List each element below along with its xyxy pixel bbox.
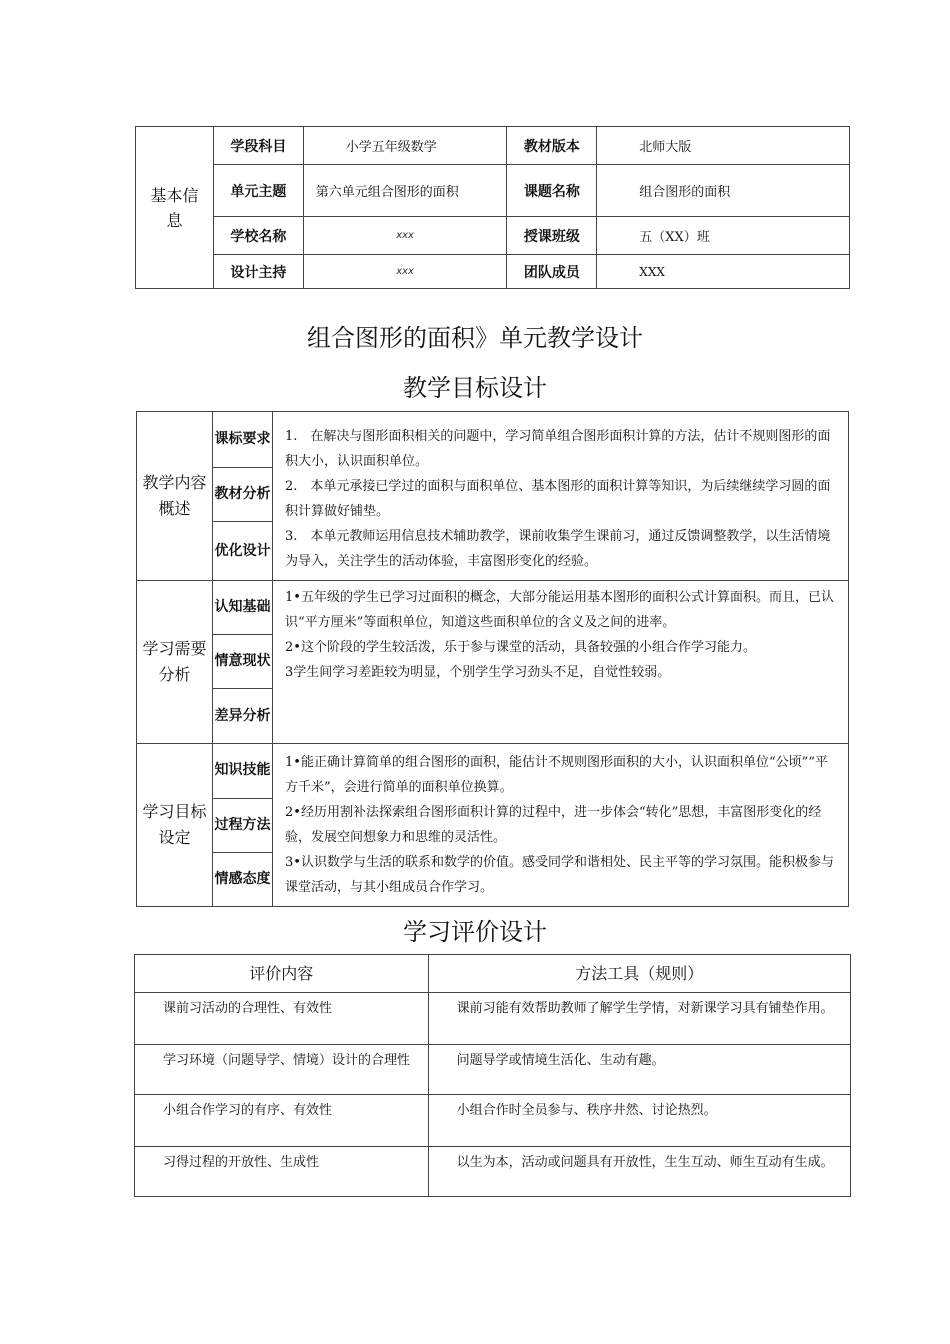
- category-content-overview: 教学内容概述: [137, 412, 213, 581]
- table-row: [135, 1045, 851, 1095]
- sub-cognitive-basis: 认知基础: [213, 581, 273, 635]
- key-edition: 教材版本: [507, 127, 597, 165]
- value-edition: 北师大版: [597, 127, 850, 165]
- key-team: 团队成员: [507, 255, 597, 289]
- sub-emotional-attitude: 情感态度: [213, 853, 273, 907]
- sub-knowledge-skills: 知识技能: [213, 744, 273, 799]
- eval-content-cell: 课前习活动的合理性、有效性: [135, 993, 429, 1045]
- value-host: xxx: [303, 255, 507, 289]
- document-title: 组合图形的面积》单元教学设计: [307, 324, 643, 352]
- goal-setting-text: 1•能正确计算简单的组合图形的面积，能估计不规则图形面积的大小，认识面积单位“公顷”“平方千米”，会进行简单的面积单位换算。 2•经历用割补法探索组合图形面积计算的过程中，进一步体会“转化”思想，丰富图形变化的经验，发展空间想象力和思维的灵活性。 3•认识数学与生活的联系和数学的价值。感受同学和谐相处、民主平等的学习氛围。能积极参与课堂活动，与其小组成员合作学习。: [273, 744, 849, 907]
- evaluation-table: [134, 954, 851, 1197]
- table-row: [135, 1147, 851, 1197]
- needs-analysis-text: 1•五年级的学生已学习过面积的概念，大部分能运用基本图形的面积公式计算面积。而且，已认识“平方厘米”等面积单位，知道这些面积单位的含义及之间的进率。 2•这个阶段的学生较活泼，乐于参与课堂的活动，具备较强的小组合作学习能力。 3学生间学习差距较为明显，个别学生学习劲头不足，自觉性较弱。: [273, 581, 849, 744]
- sub-optimized-design: 优化设计: [213, 522, 273, 581]
- key-host: 设计主持: [213, 255, 303, 289]
- table-row: [135, 1095, 851, 1147]
- category-needs-analysis: 学习需要分析: [137, 581, 213, 744]
- sub-textbook-analysis: 教材分析: [213, 467, 273, 522]
- value-school: xxx: [303, 217, 507, 255]
- eval-content-cell: 小组合作学习的有序、有效性: [135, 1095, 429, 1147]
- value-team: XXX: [597, 255, 850, 289]
- basic-info-label: 基本信息: [136, 127, 214, 289]
- eval-content-cell: 学习环境（问题导学、情境）设计的合理性: [135, 1045, 429, 1095]
- key-subject: 学段科目: [213, 127, 303, 165]
- goals-heading: 教学目标设计: [403, 374, 547, 402]
- eval-col-method-header: 方法工具（规则）: [428, 955, 850, 993]
- category-goal-setting: 学习目标设定: [137, 744, 213, 907]
- eval-method-cell: 问题导学或情境生活化、生动有趣。: [428, 1045, 850, 1095]
- basic-info-table: [135, 126, 850, 289]
- sub-curriculum-requirements: 课标要求: [213, 412, 273, 468]
- evaluation-heading: 学习评价设计: [403, 918, 547, 946]
- key-lesson-name: 课题名称: [507, 165, 597, 217]
- key-unit-theme: 单元主题: [213, 165, 303, 217]
- sub-process-methods: 过程方法: [213, 798, 273, 853]
- value-class: 五（XX）班: [597, 217, 850, 255]
- table-row: [135, 993, 851, 1045]
- key-class: 授课班级: [507, 217, 597, 255]
- sub-difference-analysis: 差异分析: [213, 689, 273, 744]
- content-overview-text: 1. 在解决与图形面积相关的问题中，学习简单组合图形面积计算的方法，估计不规则图形的面积大小，认识面积单位。 2. 本单元承接已学过的面积与面积单位、基本图形的面积计算等知识，为后续继续学习圆的面积计算做好铺垫。 3. 本单元教师运用信息技术辅助教学，课前收集学生课前习，通过反馈调整教学，以生活情境为导入，关注学生的活动体验，丰富图形变化的经验。: [273, 412, 849, 581]
- eval-col-content-header: 评价内容: [135, 955, 429, 993]
- eval-method-cell: 课前习能有效帮助教师了解学生学情，对新课学习具有铺垫作用。: [428, 993, 850, 1045]
- teaching-goals-table: [136, 411, 849, 907]
- key-school: 学校名称: [213, 217, 303, 255]
- eval-method-cell: 以生为本，活动或问题具有开放性，生生互动、师生互动有生成。: [428, 1147, 850, 1197]
- eval-content-cell: 习得过程的开放性、生成性: [135, 1147, 429, 1197]
- sub-affective-status: 情意现状: [213, 635, 273, 689]
- value-lesson-name: 组合图形的面积: [597, 165, 850, 217]
- value-subject: 小学五年级数学: [303, 127, 507, 165]
- eval-method-cell: 小组合作时全员参与、秩序井然、讨论热烈。: [428, 1095, 850, 1147]
- value-unit-theme: 第六单元组合图形的面积: [303, 165, 507, 217]
